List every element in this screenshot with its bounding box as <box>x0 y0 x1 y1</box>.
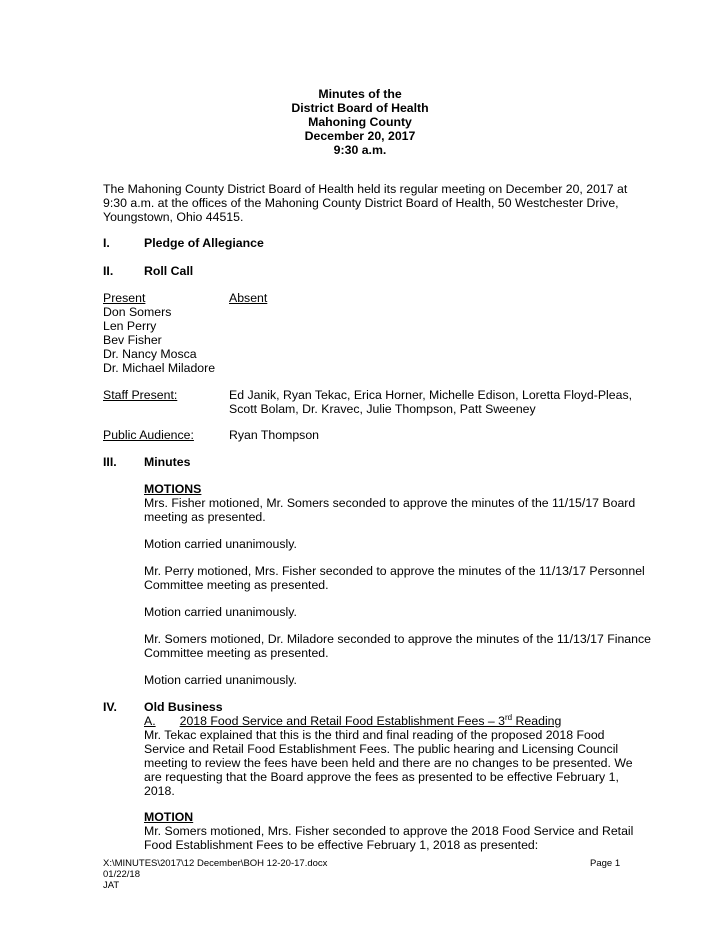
motion-text: Mrs. Fisher motioned, Mr. Somers seconded to approve the minutes of the 11/15/17 Board <box>144 496 636 510</box>
paragraph-line: meeting to review the fees have been held and there are no changes to be presented. We <box>144 756 633 770</box>
footer-initials: JAT <box>103 880 120 891</box>
absent-label: Absent <box>229 291 268 305</box>
agenda-item-text-end: Reading <box>512 714 562 728</box>
present-member: Dr. Nancy Mosca <box>103 347 197 361</box>
section-heading: Minutes <box>144 455 191 469</box>
motion-result: Motion carried unanimously. <box>144 537 297 551</box>
paragraph-line: are requesting that the Board approve the fees as presented to be effective February 1, <box>144 770 619 784</box>
section-heading: Pledge of Allegiance <box>144 236 264 250</box>
footer-date: 01/22/18 <box>103 869 140 880</box>
motions-label: MOTIONS <box>144 482 202 496</box>
section-number: IV. <box>103 700 117 714</box>
intro-line: Youngstown, Ohio 44515. <box>103 210 244 224</box>
motion-text: meeting as presented. <box>144 510 266 524</box>
doc-title-line: Minutes of the <box>318 87 402 101</box>
doc-title-line: 9:30 a.m. <box>333 143 387 157</box>
section-number: II. <box>103 264 114 278</box>
audience-value: Ryan Thompson <box>229 428 319 442</box>
present-member: Dr. Michael Miladore <box>103 361 216 375</box>
footer-file-path: X:\MINUTES\2017\12 December\BOH 12-20-17.docx <box>103 858 328 869</box>
motion-text: Mr. Somers motioned, Dr. Miladore seconded to approve the minutes of the 11/13/17 Finance <box>144 632 651 646</box>
footer-page-number: Page 1 <box>590 858 621 869</box>
present-member: Len Perry <box>103 319 157 333</box>
section-number: I. <box>103 236 110 250</box>
audience-label: Public Audience: <box>103 428 194 442</box>
agenda-item-text: 2018 Food Service and Retail Food Establishment Fees – 3 <box>179 714 505 728</box>
motion-text: Mr. Somers motioned, Mrs. Fisher seconded to approve the 2018 Food Service and Retail <box>144 824 634 838</box>
motion-text: Food Establishment Fees to be effective February 1, 2018 as presented: <box>144 838 539 852</box>
doc-title-line: District Board of Health <box>291 101 429 115</box>
ordinal-suffix: rd <box>505 713 513 722</box>
present-label: Present <box>103 291 146 305</box>
intro-line: 9:30 a.m. at the offices of the Mahoning County District Board of Health, 50 Westchester Drive, <box>103 196 619 210</box>
staff-list-line: Ed Janik, Ryan Tekac, Erica Horner, Michelle Edison, Loretta Floyd-Pleas, <box>229 388 633 402</box>
paragraph-line: Service and Retail Food Establishment Fees. The public hearing and Licensing Council <box>144 742 619 756</box>
agenda-item-letter: A. <box>144 714 156 728</box>
paragraph-line: Mr. Tekac explained that this is the third and final reading of the proposed 2018 Food <box>144 728 605 742</box>
section-number: III. <box>103 455 117 469</box>
motion-text: Mr. Perry motioned, Mrs. Fisher seconded to approve the minutes of the 11/13/17 Personnel <box>144 564 645 578</box>
motion-label: MOTION <box>144 810 194 824</box>
paragraph-line: 2018. <box>144 784 175 798</box>
intro-line: The Mahoning County District Board of Health held its regular meeting on December 20, 2017 at <box>103 182 628 196</box>
staff-label: Staff Present: <box>103 388 178 402</box>
present-member: Bev Fisher <box>103 333 162 347</box>
section-heading: Old Business <box>144 700 223 714</box>
section-heading: Roll Call <box>144 264 194 278</box>
agenda-item-title <box>144 714 561 729</box>
motion-result: Motion carried unanimously. <box>144 605 297 619</box>
motion-text: Committee meeting as presented. <box>144 578 329 592</box>
motion-result: Motion carried unanimously. <box>144 673 297 687</box>
staff-list-line: Scott Bolam, Dr. Kravec, Julie Thompson, Patt Sweeney <box>229 402 536 416</box>
doc-title-line: December 20, 2017 <box>304 129 416 143</box>
motion-text: Committee meeting as presented. <box>144 646 329 660</box>
present-member: Don Somers <box>103 305 172 319</box>
doc-title-line: Mahoning County <box>308 115 412 129</box>
